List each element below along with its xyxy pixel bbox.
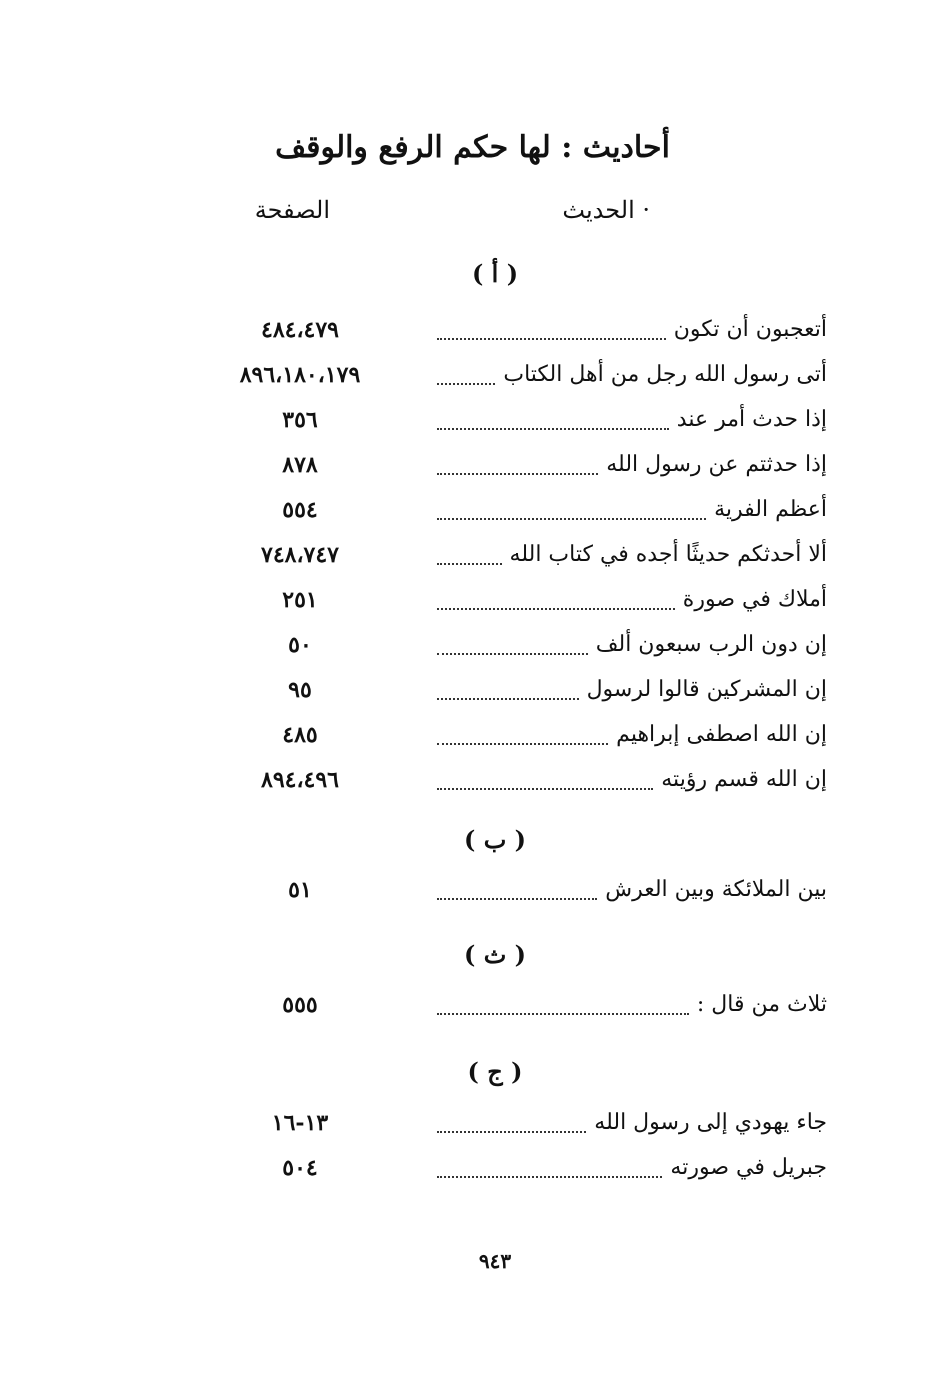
page-number-footer: ٩٤٣: [478, 1249, 512, 1273]
index-row: [0, 445, 945, 485]
index-row: [0, 1103, 945, 1143]
page-numbers: ٤٨٤،٤٧٩: [261, 317, 339, 343]
dot-leader: [437, 338, 666, 340]
page-numbers: ٨٩٦،١٨٠،١٧٩: [239, 362, 361, 388]
hadith-entry: [437, 1103, 827, 1143]
index-row: [0, 490, 945, 530]
hadith-text: أملاك في صورة: [682, 587, 827, 612]
index-row: [0, 580, 945, 620]
hadith-entry: [437, 535, 827, 575]
hadith-entry: [437, 985, 827, 1025]
hadith-text: جبريل في صورته: [670, 1155, 827, 1180]
index-row: [0, 670, 945, 710]
column-header-page: الصفحة: [254, 196, 330, 224]
hadith-text: بين الملائكة وبين العرش: [605, 877, 827, 902]
page-numbers: ٢٥١: [282, 587, 318, 613]
hadith-entry: [437, 310, 827, 350]
page-numbers: ٥٠٤: [282, 1155, 318, 1181]
hadith-text: إذا حدث أمر عند: [676, 407, 827, 432]
hadith-entry: [437, 1148, 827, 1188]
page-numbers: ٨٧٨: [282, 452, 318, 478]
hadith-entry: [437, 580, 827, 620]
page-numbers: ١٣-١٦: [271, 1110, 329, 1136]
index-row: [0, 870, 945, 910]
hadith-entry: [437, 760, 827, 800]
page-numbers: ٨٩٤،٤٩٦: [261, 767, 339, 793]
hadith-entry: [437, 625, 827, 665]
page-numbers: ٤٨٥: [282, 722, 318, 748]
dot-leader: [437, 743, 608, 745]
dot-leader: [437, 1131, 586, 1133]
hadith-entry: [437, 400, 827, 440]
dot-leader: [437, 898, 597, 900]
hadith-entry: [437, 355, 827, 395]
hadith-entry: [437, 490, 827, 530]
section-letter-jim: ( ج ): [467, 1057, 523, 1086]
index-row: [0, 985, 945, 1025]
dot-leader: [437, 563, 502, 565]
hadith-text: أتى رسول الله رجل من أهل الكتاب: [503, 362, 827, 387]
page-title: أحاديث : لها حكم الرفع والوقف: [275, 130, 670, 165]
hadith-entry: [437, 670, 827, 710]
hadith-text: ألا أحدثكم حديثًا أجده في كتاب الله: [509, 542, 827, 567]
hadith-text: إن الله اصطفى إبراهيم: [616, 722, 827, 747]
hadith-entry: [437, 870, 827, 910]
section-letter-ba: ( ب ): [463, 825, 526, 854]
hadith-text: إن دون الرب سبعون ألف: [595, 632, 827, 657]
hadith-entry: [437, 445, 827, 485]
hadith-text: جاء يهودي إلى رسول الله: [594, 1110, 827, 1135]
dot-leader: [437, 1013, 689, 1015]
index-row: [0, 715, 945, 755]
column-header-hadith: · الحديث: [562, 196, 650, 224]
index-row: [0, 760, 945, 800]
page-numbers: ٥١: [288, 877, 312, 903]
dot-leader: [437, 383, 495, 385]
index-row: [0, 310, 945, 350]
hadith-text: إذا حدثتم عن رسول الله: [606, 452, 827, 477]
hadith-text: ثلاث من قال :: [696, 992, 827, 1017]
index-row: [0, 355, 945, 395]
hadith-text: إن الله قسم رؤيته: [661, 767, 827, 792]
hadith-text: أعظم الفرية: [714, 497, 827, 522]
dot-leader: [437, 1176, 662, 1178]
section-letter-alif: ( أ ): [471, 259, 519, 288]
hadith-text: أتعجبون أن تكون: [673, 317, 827, 342]
dot-leader: [437, 428, 669, 430]
dot-leader: [437, 518, 706, 520]
page-numbers: ٥٥٤: [282, 497, 318, 523]
page-numbers: ٩٥: [288, 677, 312, 703]
index-row: [0, 535, 945, 575]
dot-leader: [437, 473, 598, 475]
page-numbers: ٧٤٨،٧٤٧: [261, 542, 339, 568]
dot-leader: [437, 608, 675, 610]
page-numbers: ٥٠: [288, 632, 312, 658]
page-numbers: ٥٥٥: [282, 992, 318, 1018]
dot-leader: [437, 788, 653, 790]
hadith-entry: [437, 715, 827, 755]
index-row: [0, 400, 945, 440]
hadith-text: إن المشركين قالوا لرسول: [586, 677, 827, 702]
dot-leader: [437, 653, 588, 655]
index-row: [0, 1148, 945, 1188]
section-letter-tha: ( ث ): [463, 940, 526, 969]
page-numbers: ٣٥٦: [282, 407, 318, 433]
index-row: [0, 625, 945, 665]
dot-leader: [437, 698, 579, 700]
